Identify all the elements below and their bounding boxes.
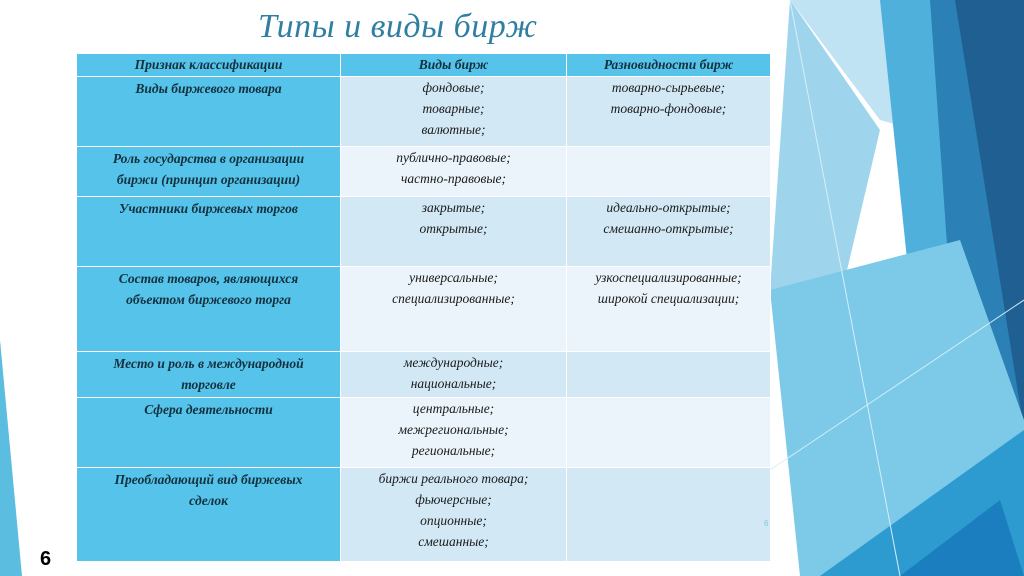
criterion-line: торговле xyxy=(181,377,236,392)
type-item: специализированные; xyxy=(392,291,515,306)
footnote-page-number: 6 xyxy=(764,519,769,528)
varieties-cell xyxy=(567,267,771,352)
criterion-cell xyxy=(77,147,341,197)
header-criterion: Признак классификации xyxy=(77,54,341,77)
slide-number: 6 xyxy=(40,548,52,570)
type-item: смешанные; xyxy=(418,534,489,549)
criterion-line: Роль государства в организации xyxy=(112,151,305,166)
types-cell xyxy=(341,77,567,147)
variety-item: товарно-сырьевые; xyxy=(611,80,726,95)
criterion-line: биржи (принцип организации) xyxy=(116,172,301,187)
variety-item: идеально-открытые; xyxy=(606,200,731,215)
exchange-types-table xyxy=(76,53,771,562)
bg-left-triangle xyxy=(0,340,22,576)
variety-item: смешанно-открытые; xyxy=(603,221,734,236)
criterion-line: Сфера деятельности xyxy=(144,402,273,417)
types-cell xyxy=(341,197,567,267)
types-cell xyxy=(341,398,567,468)
type-item: универсальные; xyxy=(409,270,498,285)
header-types: Виды бирж xyxy=(341,54,567,77)
type-item: фьючерсные; xyxy=(415,492,492,507)
types-cell xyxy=(341,147,567,197)
type-item: валютные; xyxy=(421,122,486,137)
criterion-cell xyxy=(77,352,341,398)
criterion-line: Преобладающий вид биржевых xyxy=(114,472,303,487)
type-item: межрегиональные; xyxy=(398,422,509,437)
table-row xyxy=(77,77,771,147)
criterion-cell xyxy=(77,77,341,147)
type-item: международные; xyxy=(403,355,504,370)
table-row xyxy=(77,352,771,398)
criterion-cell xyxy=(77,468,341,562)
criterion-cell xyxy=(77,267,341,352)
table-row xyxy=(77,398,771,468)
type-item: опционные; xyxy=(420,513,487,528)
table-header-row xyxy=(77,54,771,77)
type-item: частно-правовые; xyxy=(400,171,507,186)
type-item: биржи реального товара; xyxy=(378,471,529,486)
variety-item: товарно-фондовые; xyxy=(610,101,727,116)
type-item: региональные; xyxy=(411,443,496,458)
type-item: открытые; xyxy=(419,221,488,236)
varieties-cell xyxy=(567,197,771,267)
type-item: национальные; xyxy=(410,376,497,391)
types-cell xyxy=(341,468,567,562)
variety-item: узкоспециализированные; xyxy=(595,270,742,285)
types-cell xyxy=(341,352,567,398)
varieties-cell xyxy=(567,468,771,562)
varieties-cell xyxy=(567,77,771,147)
type-item: фондовые; xyxy=(422,80,485,95)
criterion-line: Место и роль в международной xyxy=(113,356,304,371)
varieties-cell xyxy=(567,147,771,197)
header-varieties: Разновидности бирж xyxy=(567,54,771,77)
type-item: публично-правовые; xyxy=(396,150,511,165)
type-item: закрытые; xyxy=(421,200,486,215)
table-row xyxy=(77,468,771,562)
varieties-cell xyxy=(567,352,771,398)
table-row xyxy=(77,197,771,267)
type-item: товарные; xyxy=(422,101,485,116)
criterion-cell xyxy=(77,398,341,468)
criterion-line: Участники биржевых торгов xyxy=(119,201,298,216)
table-row xyxy=(77,147,771,197)
criterion-line: Виды биржевого товара xyxy=(135,81,282,96)
varieties-cell xyxy=(567,398,771,468)
criterion-line: Состав товаров, являющихся xyxy=(118,271,299,286)
type-item: центральные; xyxy=(412,401,495,416)
types-cell xyxy=(341,267,567,352)
table-row xyxy=(77,267,771,352)
criterion-cell xyxy=(77,197,341,267)
slide-title: Типы и виды бирж xyxy=(258,8,538,45)
criterion-line: сделок xyxy=(189,493,228,508)
criterion-line: объектом биржевого торга xyxy=(126,292,291,307)
variety-item: широкой специализации; xyxy=(597,291,740,306)
